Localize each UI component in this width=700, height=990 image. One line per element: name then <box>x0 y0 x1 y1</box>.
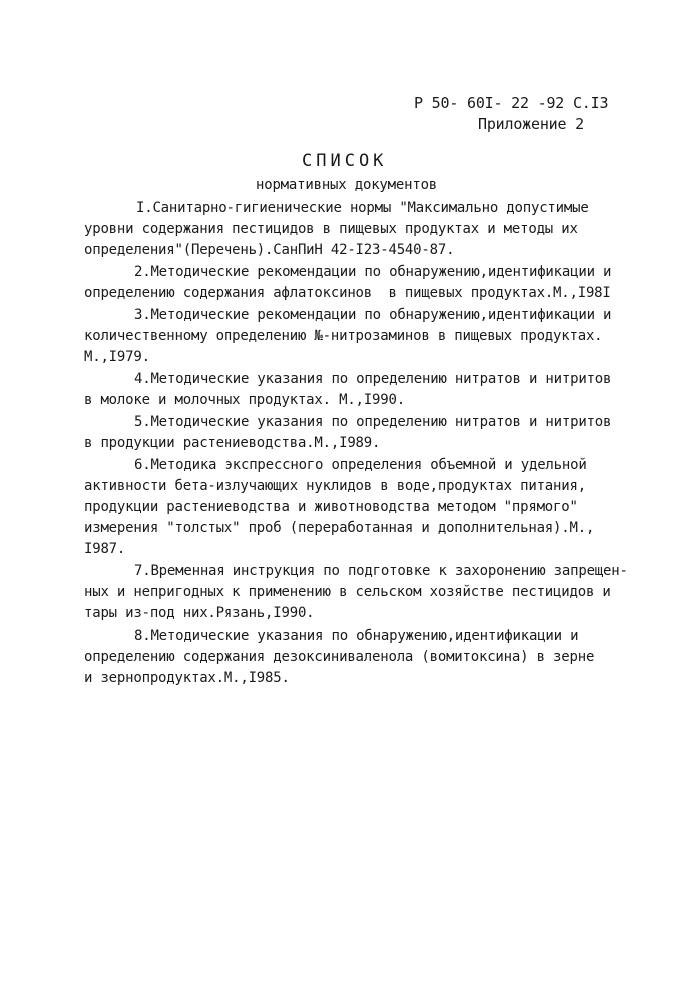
list-item-7-line-2: ных и непригодных к применению в сельском хозяйстве пестицидов и <box>84 584 611 600</box>
list-item-8-line-3: и зернопродуктах.М.,I985. <box>84 670 290 686</box>
document-subtitle: нормативных документов <box>256 177 438 193</box>
list-item-1-line-2: уровни содержания пестицидов в пищевых продуктах и методы их <box>84 221 578 237</box>
list-item-5-line-1: 5.Методические указания по определению нитратов и нитритов <box>134 414 612 430</box>
list-item-8-line-2: определению содержания дезоксиниваленола (вомитоксина) в зерне <box>84 649 595 665</box>
appendix-label: Приложение 2 <box>478 115 584 133</box>
list-item-4-line-1: 4.Методические указания по определению нитратов и нитритов <box>134 371 612 387</box>
list-item-1-line-3: определения"(Перечень).СанПиН 42-I23-4540-87. <box>84 242 455 258</box>
list-item-3-line-3: М.,I979. <box>84 349 150 365</box>
list-item-6-line-2: активности бета-излучающих нуклидов в воде,продуктах питания, <box>84 478 586 494</box>
list-item-1-line-1: I.Санитарно-гигиенические нормы "Максимально допустимые <box>136 200 589 216</box>
list-item-3-line-2: количественному определению №-нитрозаминов в пищевых продуктах. <box>84 328 603 344</box>
list-item-2-line-2: определению содержания афлатоксинов в пищевых продуктах.М.,I98I <box>84 285 611 301</box>
document-title: СПИСОК <box>302 151 388 171</box>
list-item-6-line-5: I987. <box>84 541 126 557</box>
list-item-7-line-1: 7.Временная инструкция по подготовке к захоронению запрещен- <box>134 563 628 579</box>
list-item-3-line-1: 3.Методические рекомендации по обнаружению,идентификации и <box>134 307 612 323</box>
list-item-7-line-3: тары из-под них.Рязань,I990. <box>84 605 315 621</box>
list-item-2-line-1: 2.Методические рекомендации по обнаружению,идентификации и <box>134 264 612 280</box>
list-item-4-line-2: в молоке и молочных продуктах. М.,I990. <box>84 392 405 408</box>
list-item-6-line-3: продукции растениеводства и животноводства методом "прямого" <box>84 499 578 515</box>
list-item-6-line-4: измерения "толстых" проб (переработанная и дополнительная).М., <box>84 520 595 536</box>
list-item-5-line-2: в продукции растениеводства.М.,I989. <box>84 435 381 451</box>
list-item-6-line-1: 6.Методика экспрессного определения объемной и удельной <box>134 457 587 473</box>
list-item-8-line-1: 8.Методические указания по обнаружению,идентификации и <box>134 628 579 644</box>
document-code: Р 50- 60I- 22 -92 С.I3 <box>414 94 609 112</box>
